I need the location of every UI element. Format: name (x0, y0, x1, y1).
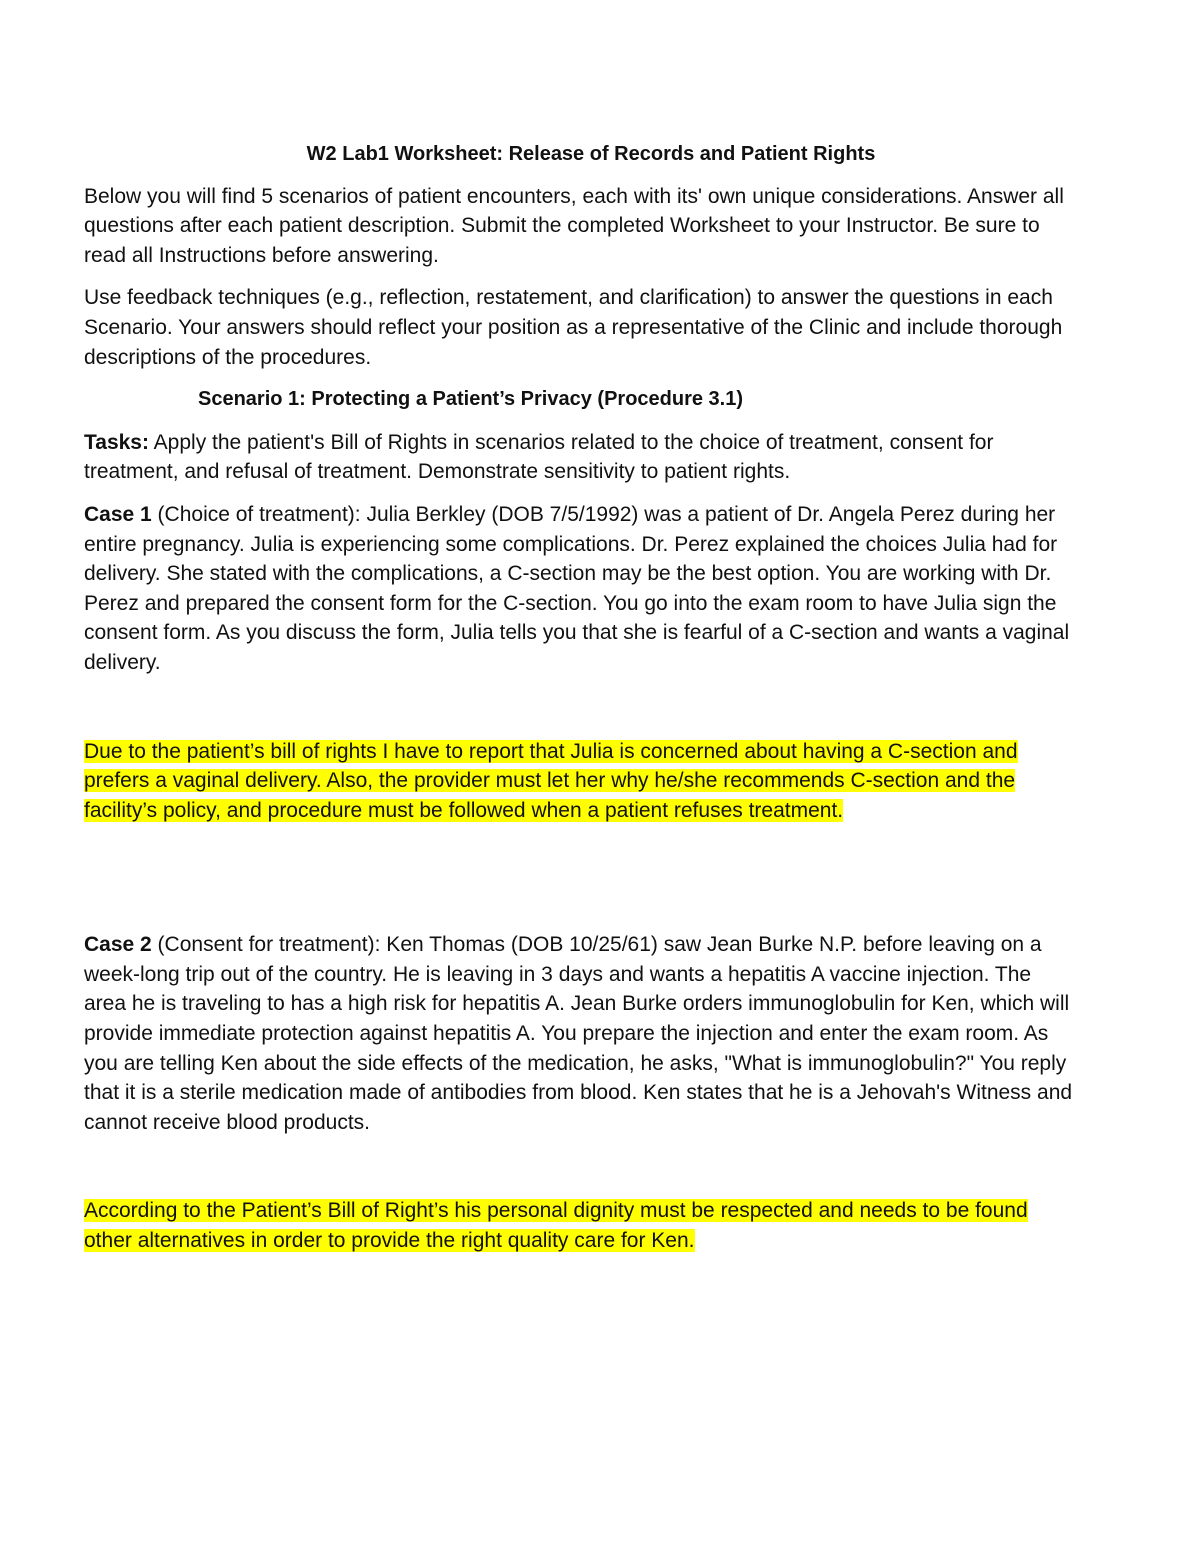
case-1-label: Case 1 (84, 502, 152, 526)
case-2-paragraph (84, 930, 1074, 1137)
intro-paragraph-1: Below you will find 5 scenarios of patient encounters, each with its' own unique considerations. Answer all questions after each patient description. Submit the completed Worksheet to your Instructor. Be sure to read all Instructions before answering. (84, 184, 1064, 267)
case-1-text: (Choice of treatment): Julia Berkley (DOB 7/5/1992) was a patient of Dr. Angela Perez during her entire pregnancy. Julia is experiencing some complications. Dr. Perez explained the choices Julia had for delivery. She stated with the complications, a C-section may be the best option. You are working with Dr. Perez and prepared the consent form for the C-section. You go into the exam room to have Julia sign the consent form. As you discuss the form, Julia tells you that she is fearful of a C-section and wants a vaginal delivery. (84, 502, 1070, 674)
tasks-text: Apply the patient's Bill of Rights in scenarios related to the choice of treatment, consent for treatment, and refusal of treatment. Demonstrate sensitivity to patient rights. (84, 430, 994, 484)
document-page (84, 140, 1074, 1256)
tasks-label: Tasks: (84, 430, 149, 454)
case-2-label: Case 2 (84, 933, 152, 957)
tasks-paragraph (84, 428, 1074, 487)
case-1-answer (84, 737, 1074, 826)
case-2-answer-highlight: According to the Patient’s Bill of Right’s his personal dignity must be respected and needs to be found other alternatives in order to provide the right quality care for Ken. (84, 1199, 1028, 1253)
case-2-answer (84, 1196, 1074, 1255)
scenario-heading: Scenario 1: Protecting a Patient’s Privacy (Procedure 3.1) (198, 388, 744, 411)
case-1-answer-highlight: Due to the patient’s bill of rights I have to report that Julia is concerned about having a C-section and prefers a vaginal delivery. Also, the provider must let her why he/she recommends C-section and the facility’s policy, and procedure must be followed when a patient refuses treatment. (84, 739, 1018, 822)
intro-paragraph-2: Use feedback techniques (e.g., reflection, restatement, and clarification) to answer the questions in each Scenario. Your answers should reflect your position as a representative of the Clinic and include thorough descriptions of the procedures. (84, 286, 1063, 369)
page-title: W2 Lab1 Worksheet: Release of Records and Patient Rights (306, 143, 876, 165)
case-2-text: (Consent for treatment): Ken Thomas (DOB 10/25/61) saw Jean Burke N.P. before leaving on a week-long trip out of the country. He is leaving in 3 days and wants a hepatitis A vaccine injection. The area he is traveling to has a high risk for hepatitis A. Jean Burke orders immunoglobulin for Ken, which will provide immediate protection against hepatitis A. You prepare the injection and enter the exam room. As you are telling Ken about the side effects of the medication, he asks, "What is immunoglobulin?" You reply that it is a sterile medication made of antibodies from blood. Ken states that he is a Jehovah's Witness and cannot receive blood products. (84, 933, 1073, 1134)
case-1-paragraph (84, 500, 1074, 678)
